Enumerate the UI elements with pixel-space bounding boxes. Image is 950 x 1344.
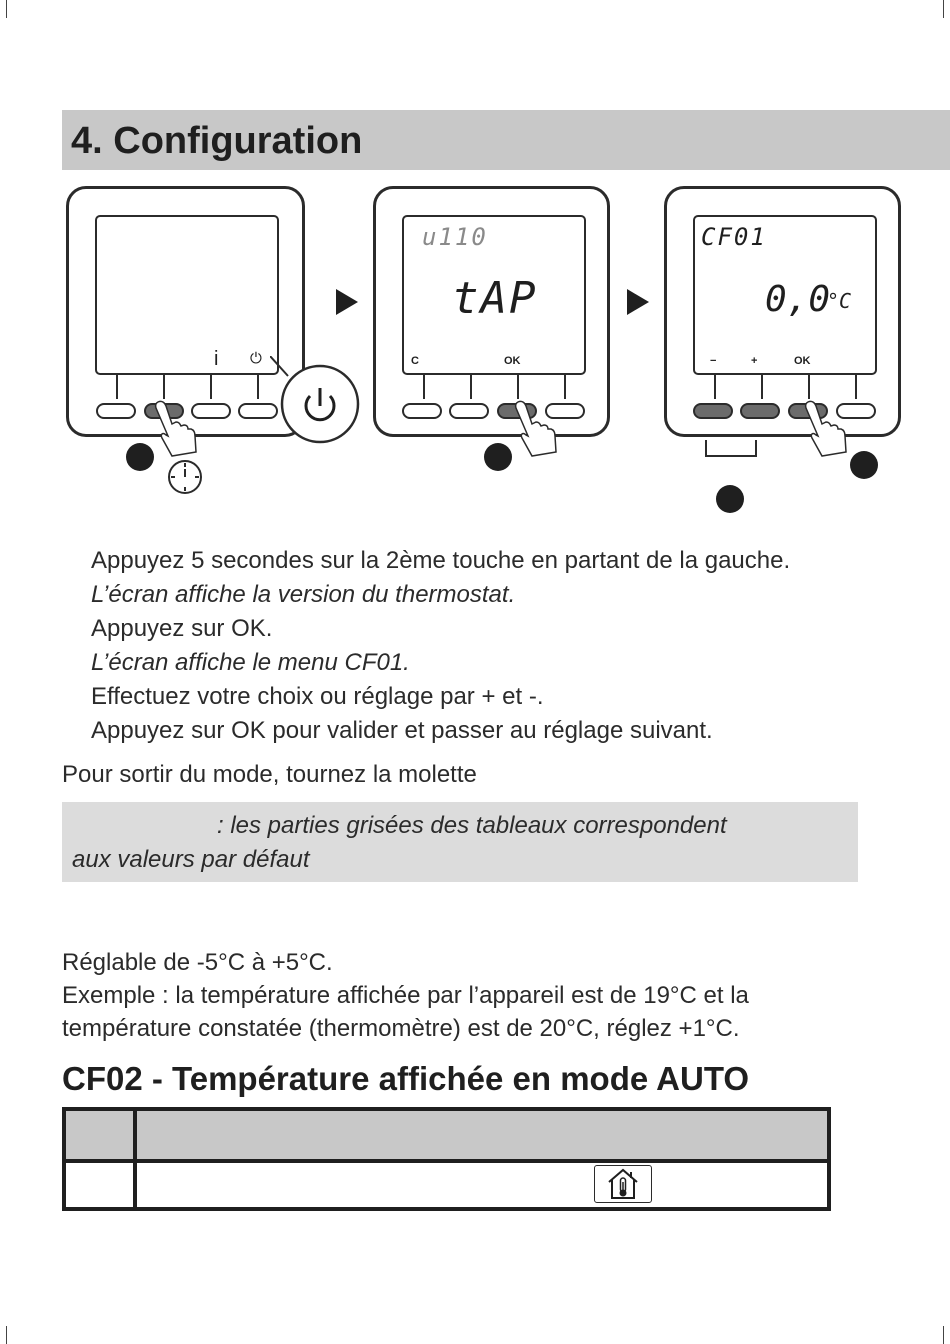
key-1[interactable] xyxy=(96,403,136,419)
thermostat-screen-2 xyxy=(402,215,586,375)
crop-mark xyxy=(943,0,944,18)
key-divider xyxy=(808,375,810,399)
plus-label: + xyxy=(751,355,758,367)
step-text: L’écran affiche le menu CF01. xyxy=(91,649,410,676)
thermostat-screen-3 xyxy=(693,215,877,375)
section-header xyxy=(62,110,950,170)
step-text: L’écran affiche la version du thermostat. xyxy=(91,581,516,608)
step-marker xyxy=(484,443,512,471)
adjust-example: Exemple : la température affichée par l’appareil est de 19°C et la xyxy=(62,982,749,1009)
note-box xyxy=(62,802,858,882)
step-text: Effectuez votre choix ou réglage par + et -. xyxy=(91,683,544,710)
crop-mark xyxy=(943,1326,944,1344)
hand-pointer-icon xyxy=(150,398,206,458)
adjust-range: Réglable de -5°C à +5°C. xyxy=(62,949,333,976)
bracket-icon xyxy=(704,440,758,460)
thermostat-screen-1 xyxy=(95,215,279,375)
power-label: ⏻ xyxy=(250,350,262,367)
info-label: i xyxy=(214,348,219,370)
arrow-right-icon xyxy=(336,289,358,315)
key-divider xyxy=(855,375,857,399)
key-divider xyxy=(761,375,763,399)
key-divider xyxy=(517,375,519,399)
step-marker xyxy=(716,485,744,513)
note-line: : les parties grisées des tableaux correspondent xyxy=(217,812,727,839)
step-text: Appuyez sur OK pour valider et passer au réglage suivant. xyxy=(91,717,713,744)
screen-version: u110 xyxy=(422,223,488,251)
step-text: Appuyez sur OK. xyxy=(91,615,273,642)
table-header xyxy=(66,1111,827,1163)
key-divider xyxy=(470,375,472,399)
ok-label: OK xyxy=(794,355,811,367)
screen-unit: °C xyxy=(827,289,852,313)
clock-icon xyxy=(165,458,205,496)
key-divider xyxy=(257,375,259,399)
crop-mark xyxy=(6,1326,7,1344)
cf02-table xyxy=(62,1107,831,1211)
thermostat-device-3 xyxy=(664,186,901,437)
key-divider xyxy=(564,375,566,399)
note-line: aux valeurs par défaut xyxy=(72,846,310,873)
key-divider xyxy=(116,375,118,399)
key-divider xyxy=(163,375,165,399)
key-2[interactable] xyxy=(449,403,489,419)
key-divider xyxy=(210,375,212,399)
key-divider xyxy=(423,375,425,399)
key-1[interactable] xyxy=(402,403,442,419)
adjust-example: température constatée (thermomètre) est de 20°C, réglez +1°C. xyxy=(62,1015,740,1042)
exit-instruction: Pour sortir du mode, tournez la molette xyxy=(62,761,477,788)
cf02-title: CF02 - Température affichée en mode AUTO xyxy=(62,1060,750,1097)
hand-pointer-icon xyxy=(800,398,856,458)
screen-value: 0,0 xyxy=(765,279,831,320)
house-thermometer-icon xyxy=(594,1165,652,1203)
hand-pointer-icon xyxy=(510,398,566,458)
thermostat-device-2 xyxy=(373,186,610,437)
step-marker xyxy=(850,451,878,479)
screen-main-text: tAP xyxy=(452,273,538,324)
step-text: Appuyez 5 secondes sur la 2ème touche en partant de la gauche. xyxy=(91,547,791,574)
plus-key[interactable] xyxy=(740,403,780,419)
arrow-right-icon xyxy=(627,289,649,315)
minus-key[interactable] xyxy=(693,403,733,419)
c-label: C xyxy=(411,355,419,367)
step-marker xyxy=(126,443,154,471)
section-title: 4. Configuration xyxy=(71,120,363,162)
screen-menu-code: CF01 xyxy=(701,223,767,251)
ok-label: OK xyxy=(504,355,521,367)
minus-label: − xyxy=(710,355,717,367)
key-divider xyxy=(714,375,716,399)
table-divider xyxy=(133,1111,137,1207)
power-icon xyxy=(270,356,370,446)
crop-mark xyxy=(6,0,7,18)
